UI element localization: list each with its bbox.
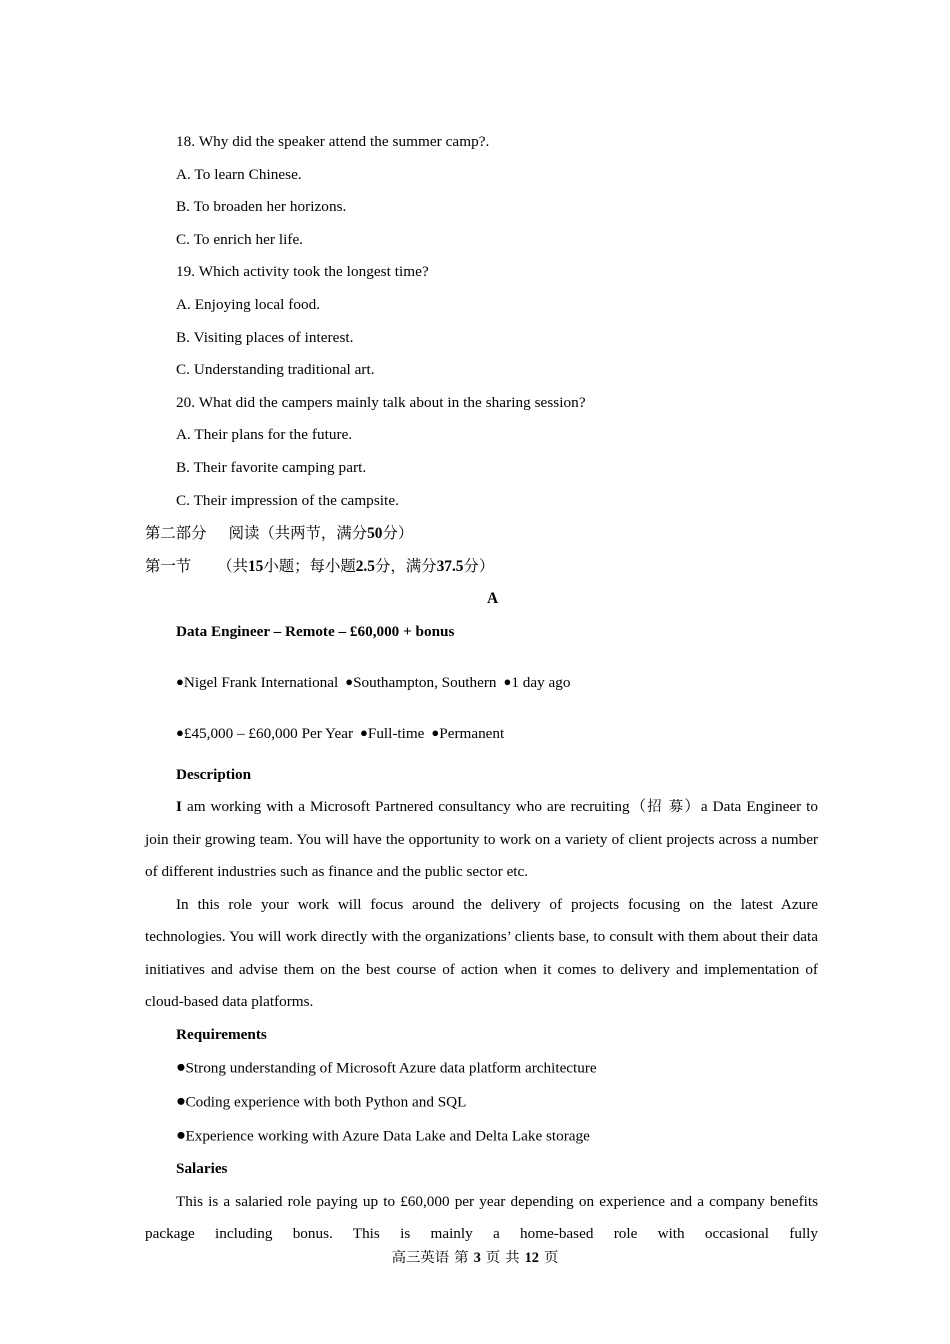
description-paragraph-2: In this role your work will focus around the delivery of projects focusing on the latest Azure technologies. You will work directly with the organizations’ clients base, to consult with them about their data initiatives and advise them on the best course of action when it comes to delivery and implementation of cloud-based data platforms. [145, 895, 818, 1010]
page-footer [0, 1246, 950, 1267]
job-employment-type: Full-time [367, 725, 425, 743]
bullet-icon: ● [345, 674, 354, 690]
question-option: B. To broaden her horizons. [176, 198, 347, 216]
footer-page-number: 3 [473, 1250, 481, 1266]
question-option: C. Understanding traditional art. [176, 361, 375, 379]
description-paragraph-1 [145, 791, 818, 889]
question-option: B. Visiting places of interest. [176, 328, 354, 346]
footer-of-word: 共 [505, 1250, 520, 1266]
salaries-heading: Salaries [176, 1160, 228, 1177]
question-line: 18. Why did the speaker attend the summer camp?. [176, 133, 490, 150]
part-two-heading [145, 517, 818, 550]
part-two-title: 阅读（共两节，满分 [228, 525, 368, 543]
question-line: 19. Which activity took the longest time? [176, 263, 429, 281]
question-option: B. Their favorite camping part. [176, 458, 367, 476]
requirement-item [145, 1085, 818, 1119]
job-meta-line-2 [145, 717, 818, 750]
footer-page-unit: 页 [543, 1250, 559, 1266]
question-option: A. To learn Chinese. [176, 165, 302, 183]
requirement-text: Strong understanding of Microsoft Azure data platform architecture [185, 1059, 597, 1077]
section-one-total: 37.5 [436, 558, 464, 576]
part-two-title-tail: 分） [382, 525, 414, 543]
requirement-text: Experience working with Azure Data Lake and Delta Lake storage [185, 1127, 590, 1145]
question-option: C. To enrich her life. [176, 230, 304, 248]
paragraph-text-after-gloss: ）a Data Engineer to join their growing team. You will have the opportunity to work on a variety of client projects across a number of different industries such as finance and the public sector etc. [145, 798, 818, 880]
section-one-heading [145, 550, 818, 583]
section-one-open: （共 [217, 558, 248, 576]
job-company: Nigel Frank International [183, 674, 339, 692]
footer-page-unit: 页 [485, 1250, 501, 1266]
paragraph-lead-letter: I [176, 798, 182, 815]
section-one-mid: 小题；每小题 [263, 558, 356, 576]
passage-letter: A [486, 590, 499, 608]
requirement-text: Coding experience with both Python and SQL [185, 1093, 467, 1111]
bullet-icon: ● [176, 725, 184, 741]
question-line: 20. What did the campers mainly talk about in the sharing session? [176, 393, 586, 411]
section-one-mid2: 分，满分 [374, 558, 437, 576]
job-meta-line-1 [145, 666, 818, 699]
question-option: A. Their plans for the future. [176, 426, 353, 444]
job-contract-type: Permanent [439, 725, 505, 743]
part-two-label: 第二部分 [145, 525, 207, 543]
footer-subject: 高三英语 [391, 1250, 450, 1266]
chinese-gloss: 招 募 [647, 799, 685, 815]
description-heading: Description [176, 765, 252, 783]
part-two-score: 50 [367, 525, 383, 543]
requirements-heading: Requirements [176, 1025, 267, 1043]
page-content [145, 126, 818, 1251]
bullet-icon: ● [176, 1125, 186, 1144]
bullet-icon: ● [360, 725, 368, 741]
bullet-icon: ● [503, 674, 512, 690]
bullet-icon: ● [176, 674, 184, 690]
question-option: A. Enjoying local food. [176, 295, 321, 313]
question-option: C. Their impression of the campsite. [176, 491, 399, 509]
job-posted-date: 1 day ago [511, 674, 571, 692]
job-title: Data Engineer – Remote – £60,000 + bonus [176, 623, 455, 641]
footer-total-pages: 12 [524, 1250, 539, 1266]
requirement-item [145, 1119, 818, 1153]
bullet-icon: ● [176, 1057, 186, 1076]
bullet-icon: ● [176, 1091, 186, 1110]
section-one-label: 第一节 [145, 558, 192, 576]
requirement-item [145, 1051, 818, 1085]
section-one-count: 15 [247, 558, 264, 576]
section-one-per-item: 2.5 [355, 558, 375, 576]
job-salary-range: £45,000 – £60,000 Per Year [183, 725, 354, 743]
bullet-icon: ● [431, 725, 440, 741]
section-one-tail: 分） [463, 558, 495, 576]
salaries-paragraph: This is a salaried role paying up to £60,000 per year depending on experience and a company benefits package including bonus. This is mainly a home-based role with occasional fully [145, 1192, 818, 1242]
job-location: Southampton, Southern [353, 674, 497, 692]
footer-page-word: 第 [454, 1250, 469, 1266]
paragraph-text-before-gloss: am working with a Microsoft Partnered consultancy who are recruiting（ [181, 798, 648, 815]
